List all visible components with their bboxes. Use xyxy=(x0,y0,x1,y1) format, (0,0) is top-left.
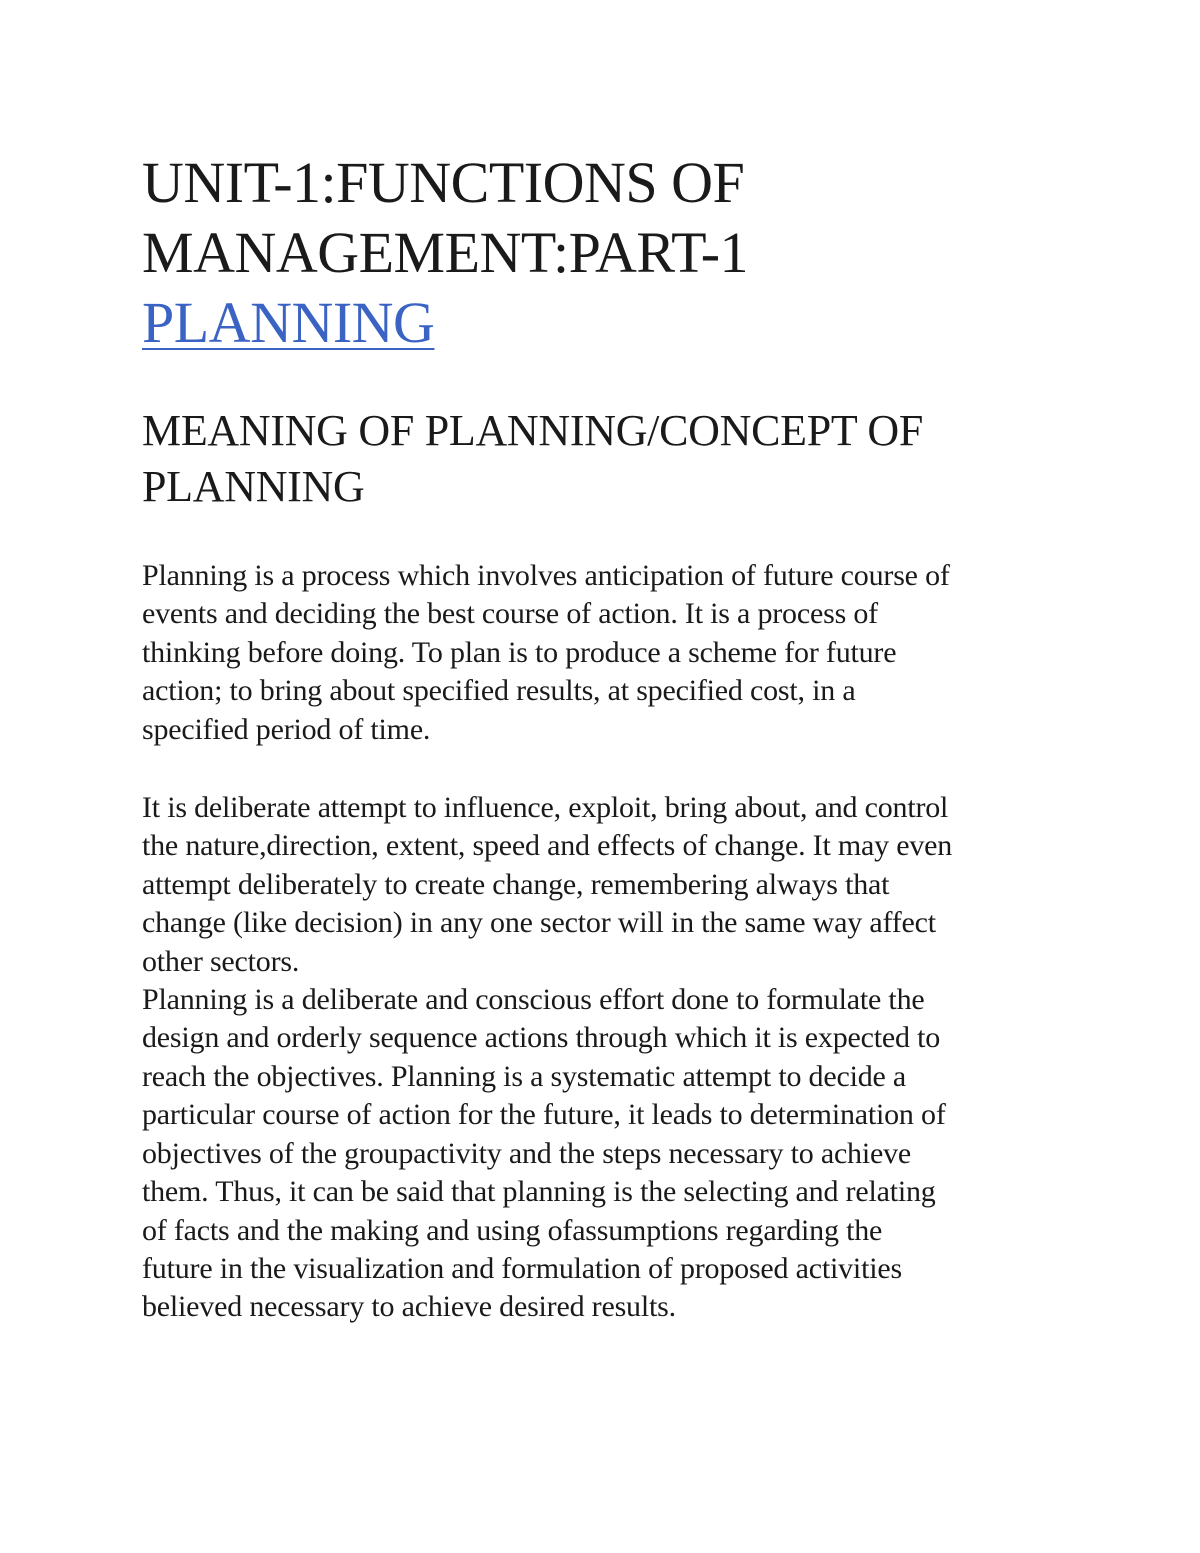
paragraph-line: design and orderly sequence actions through which it is expected to xyxy=(142,1021,941,1055)
paragraph-line: change (like decision) in any one sector will in the same way affect xyxy=(142,906,936,940)
paragraph-line: the nature,direction, extent, speed and effects of change. It may even xyxy=(142,829,953,863)
paragraph-deliberate-attempt xyxy=(142,789,1072,981)
paragraph-line: Planning is a deliberate and conscious effort done to formulate the xyxy=(142,983,925,1017)
paragraph-line: particular course of action for the future, it leads to determination of xyxy=(142,1098,946,1132)
title-line-2: MANAGEMENT:PART-1 xyxy=(142,220,749,285)
paragraph-meaning xyxy=(142,557,1072,749)
paragraph-conscious-effort xyxy=(142,981,1072,1327)
paragraph-line: thinking before doing. To plan is to produce a scheme for future xyxy=(142,635,897,669)
paragraph-line: action; to bring about specified results, at specified cost, in a xyxy=(142,674,856,708)
section-heading xyxy=(142,403,1072,515)
planning-link[interactable]: PLANNING xyxy=(142,290,435,355)
document-title xyxy=(142,148,1072,358)
document-content xyxy=(142,148,1072,1327)
paragraph-line: events and deciding the best course of action. It is a process of xyxy=(142,597,878,631)
paragraph-line: of facts and the making and using ofassumptions regarding the xyxy=(142,1213,883,1247)
paragraph-line: specified period of time. xyxy=(142,712,431,746)
paragraph-line: attempt deliberately to create change, remembering always that xyxy=(142,867,890,901)
paragraph-line: It is deliberate attempt to influence, exploit, bring about, and control xyxy=(142,791,949,825)
section-heading-line-2: PLANNING xyxy=(142,462,365,511)
paragraph-line: reach the objectives. Planning is a systematic attempt to decide a xyxy=(142,1059,907,1093)
paragraph-line: objectives of the groupactivity and the steps necessary to achieve xyxy=(142,1136,912,1170)
title-line-1: UNIT-1:FUNCTIONS OF xyxy=(142,150,745,215)
paragraph-line: believed necessary to achieve desired results. xyxy=(142,1290,676,1324)
section-heading-line-1: MEANING OF PLANNING/CONCEPT OF xyxy=(142,406,924,455)
paragraph-line: Planning is a process which involves anticipation of future course of xyxy=(142,559,950,592)
paragraph-line: future in the visualization and formulation of proposed activities xyxy=(142,1251,902,1285)
paragraph-line: other sectors. xyxy=(142,944,300,978)
paragraph-line: them. Thus, it can be said that planning is the selecting and relating xyxy=(142,1175,936,1209)
